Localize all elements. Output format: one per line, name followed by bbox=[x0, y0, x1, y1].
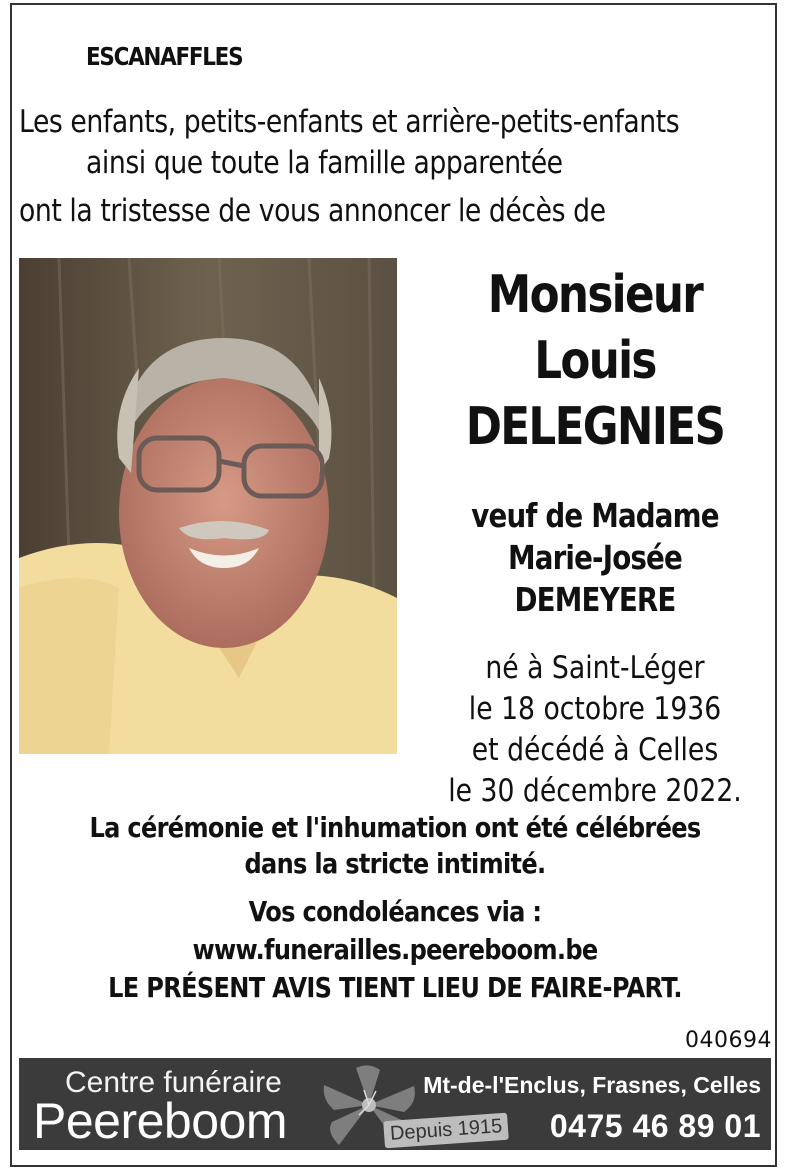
deceased-name bbox=[448, 262, 742, 460]
birth-death-dates bbox=[445, 648, 746, 812]
name-title: Monsieur bbox=[487, 265, 703, 325]
date-line-2: le 18 octobre 1936 bbox=[468, 691, 722, 727]
widow-line-1: veuf de Madame bbox=[471, 496, 719, 535]
widow-line-3: DEMEYERE bbox=[514, 580, 676, 619]
name-last: DELEGNIES bbox=[465, 397, 725, 457]
condolences-label: Vos condoléances via : bbox=[248, 895, 542, 928]
intro-line-2: ainsi que toute la famille apparentée bbox=[86, 145, 563, 181]
ceremony-info bbox=[73, 810, 718, 882]
intro-line-1: Les enfants, petits-enfants et arrière-petits-enfants bbox=[19, 104, 680, 140]
reference-number: 040694 bbox=[685, 1028, 772, 1053]
portrait-illustration bbox=[19, 258, 397, 754]
name-first: Louis bbox=[534, 331, 656, 391]
ceremony-line-2: dans la stricte intimité. bbox=[244, 847, 546, 880]
ceremony-line-1: La cérémonie et l'inhumation ont été célébrées bbox=[89, 811, 701, 844]
funeral-center-label: Centre funéraire bbox=[65, 1066, 282, 1099]
portrait-photo bbox=[19, 258, 397, 754]
funeral-company-name: Peereboom bbox=[33, 1093, 287, 1149]
condolences-info bbox=[73, 893, 718, 1007]
village-heading: ESCANAFFLES bbox=[86, 42, 243, 71]
date-line-3: et décédé à Celles bbox=[471, 732, 719, 768]
widow-info bbox=[448, 495, 742, 621]
faire-part-notice: LE PRÉSENT AVIS TIENT LIEU DE FAIRE-PART. bbox=[108, 971, 682, 1004]
since-badge: Depuis 1915 bbox=[383, 1113, 509, 1149]
phone-number[interactable]: 0475 46 89 01 bbox=[549, 1108, 761, 1144]
condolences-link[interactable]: www.funerailles.peereboom.be bbox=[192, 933, 598, 966]
widow-line-2: Marie-Josée bbox=[507, 538, 682, 577]
funeral-home-banner bbox=[19, 1058, 771, 1150]
funeral-locations: Mt-de-l'Enclus, Frasnes, Celles bbox=[423, 1072, 761, 1098]
intro-line-3: ont la tristesse de vous annoncer le décès de bbox=[19, 193, 606, 229]
date-line-1: né à Saint-Léger bbox=[485, 650, 705, 686]
date-line-4: le 30 décembre 2022. bbox=[448, 773, 742, 809]
